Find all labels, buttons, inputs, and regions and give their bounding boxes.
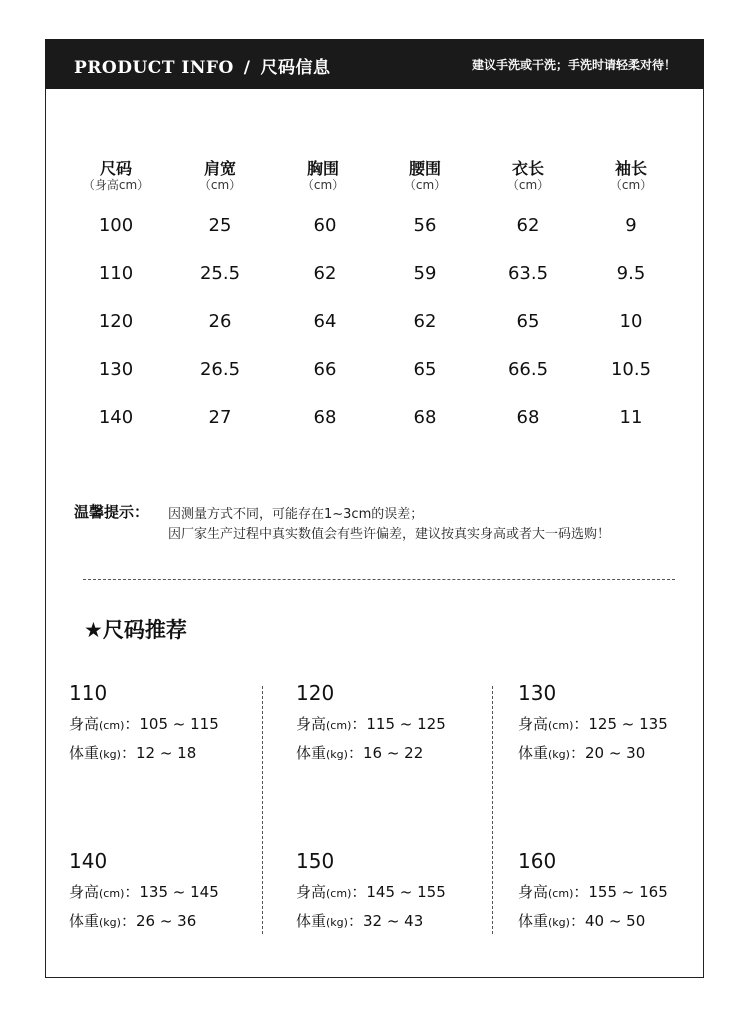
table-cell: 64 — [313, 311, 337, 332]
table-cell: 60 — [313, 215, 337, 236]
table-cell: 26.5 — [199, 359, 241, 380]
header-bar — [45, 39, 704, 89]
table-cell: 68 — [516, 407, 540, 428]
card-size: 120 — [296, 681, 335, 705]
card-size: 140 — [69, 849, 108, 873]
table-cell: 66 — [313, 359, 337, 380]
header-length: 衣长 — [511, 159, 544, 178]
table-cell: 62 — [313, 263, 337, 284]
card-weight: 体重(kg)：12 ~ 18 — [69, 744, 197, 762]
section-divider — [83, 579, 675, 580]
page-title — [74, 53, 330, 78]
title-en: PRODUCT INFO — [74, 58, 234, 78]
table-cell: 66.5 — [507, 359, 549, 380]
card-weight: 体重(kg)：20 ~ 30 — [518, 744, 646, 762]
table-cell: 9.5 — [616, 263, 646, 284]
table-cell: 100 — [98, 215, 134, 236]
table-cell: 59 — [413, 263, 437, 284]
card-height: 身高(cm)：145 ~ 155 — [296, 883, 446, 901]
table-cell: 63.5 — [507, 263, 549, 284]
recommend-card — [296, 849, 446, 931]
column-divider — [492, 686, 493, 934]
table-cell: 65 — [413, 359, 437, 380]
header-sleeve: 袖长 — [614, 159, 647, 178]
recommend-card — [69, 849, 219, 931]
table-cell: 27 — [208, 407, 232, 428]
card-height: 身高(cm)：115 ~ 125 — [296, 715, 446, 733]
card-size: 150 — [296, 849, 335, 873]
header-shoulder: 肩宽 — [203, 159, 236, 178]
table-cell: 120 — [98, 311, 134, 332]
table-cell: 62 — [413, 311, 437, 332]
card-height: 身高(cm)：105 ~ 115 — [69, 715, 219, 733]
table-cell: 26 — [208, 311, 232, 332]
table-cell: 10.5 — [610, 359, 652, 380]
recommend-card — [518, 849, 668, 931]
card-size: 130 — [518, 681, 557, 705]
table-cell: 9 — [625, 215, 637, 236]
recommend-card — [518, 681, 668, 763]
care-note: 建议手洗或干洗；手洗时请轻柔对待！ — [471, 58, 676, 72]
table-cell: 25 — [208, 215, 232, 236]
header-chest-unit: （cm） — [301, 178, 345, 192]
card-size: 110 — [69, 681, 108, 705]
header-shoulder-unit: （cm） — [198, 178, 242, 192]
header-size-unit: （身高cm） — [82, 178, 150, 192]
card-weight: 体重(kg)：16 ~ 22 — [296, 744, 424, 762]
table-cell: 110 — [98, 263, 134, 284]
header-waist-unit: （cm） — [403, 178, 447, 192]
header-sleeve-unit: （cm） — [609, 178, 653, 192]
table-cell: 68 — [313, 407, 337, 428]
table-cell: 11 — [619, 407, 643, 428]
card-height: 身高(cm)：155 ~ 165 — [518, 883, 668, 901]
card-weight: 体重(kg)：26 ~ 36 — [69, 912, 197, 930]
card-weight: 体重(kg)：32 ~ 43 — [296, 912, 424, 930]
table-cell: 62 — [516, 215, 540, 236]
recommend-title: ★尺码推荐 — [84, 618, 187, 642]
column-divider — [262, 686, 263, 934]
table-cell: 130 — [98, 359, 134, 380]
card-size: 160 — [518, 849, 557, 873]
table-cell: 140 — [98, 407, 134, 428]
table-cell: 56 — [413, 215, 437, 236]
card-weight: 体重(kg)：40 ~ 50 — [518, 912, 646, 930]
title-cn: 尺码信息 — [260, 58, 331, 78]
tips-label: 温馨提示： — [74, 503, 150, 521]
card-height: 身高(cm)：125 ~ 135 — [518, 715, 668, 733]
header-size: 尺码 — [99, 159, 132, 178]
header-chest: 胸围 — [306, 159, 339, 178]
table-cell: 10 — [619, 311, 643, 332]
card-height: 身高(cm)：135 ~ 145 — [69, 883, 219, 901]
table-cell: 25.5 — [199, 263, 241, 284]
table-cell: 68 — [413, 407, 437, 428]
tips-line: 因厂家生产过程中真实数值会有些许偏差，建议按真实身高或者大一码选购！ — [168, 527, 611, 542]
header-waist: 腰围 — [408, 159, 441, 178]
title-separator: / — [243, 58, 251, 78]
recommend-card — [69, 681, 219, 763]
table-cell: 65 — [516, 311, 540, 332]
recommend-card — [296, 681, 446, 763]
tips-line: 因测量方式不同，可能存在1~3cm的误差； — [168, 507, 424, 522]
header-length-unit: （cm） — [506, 178, 550, 192]
